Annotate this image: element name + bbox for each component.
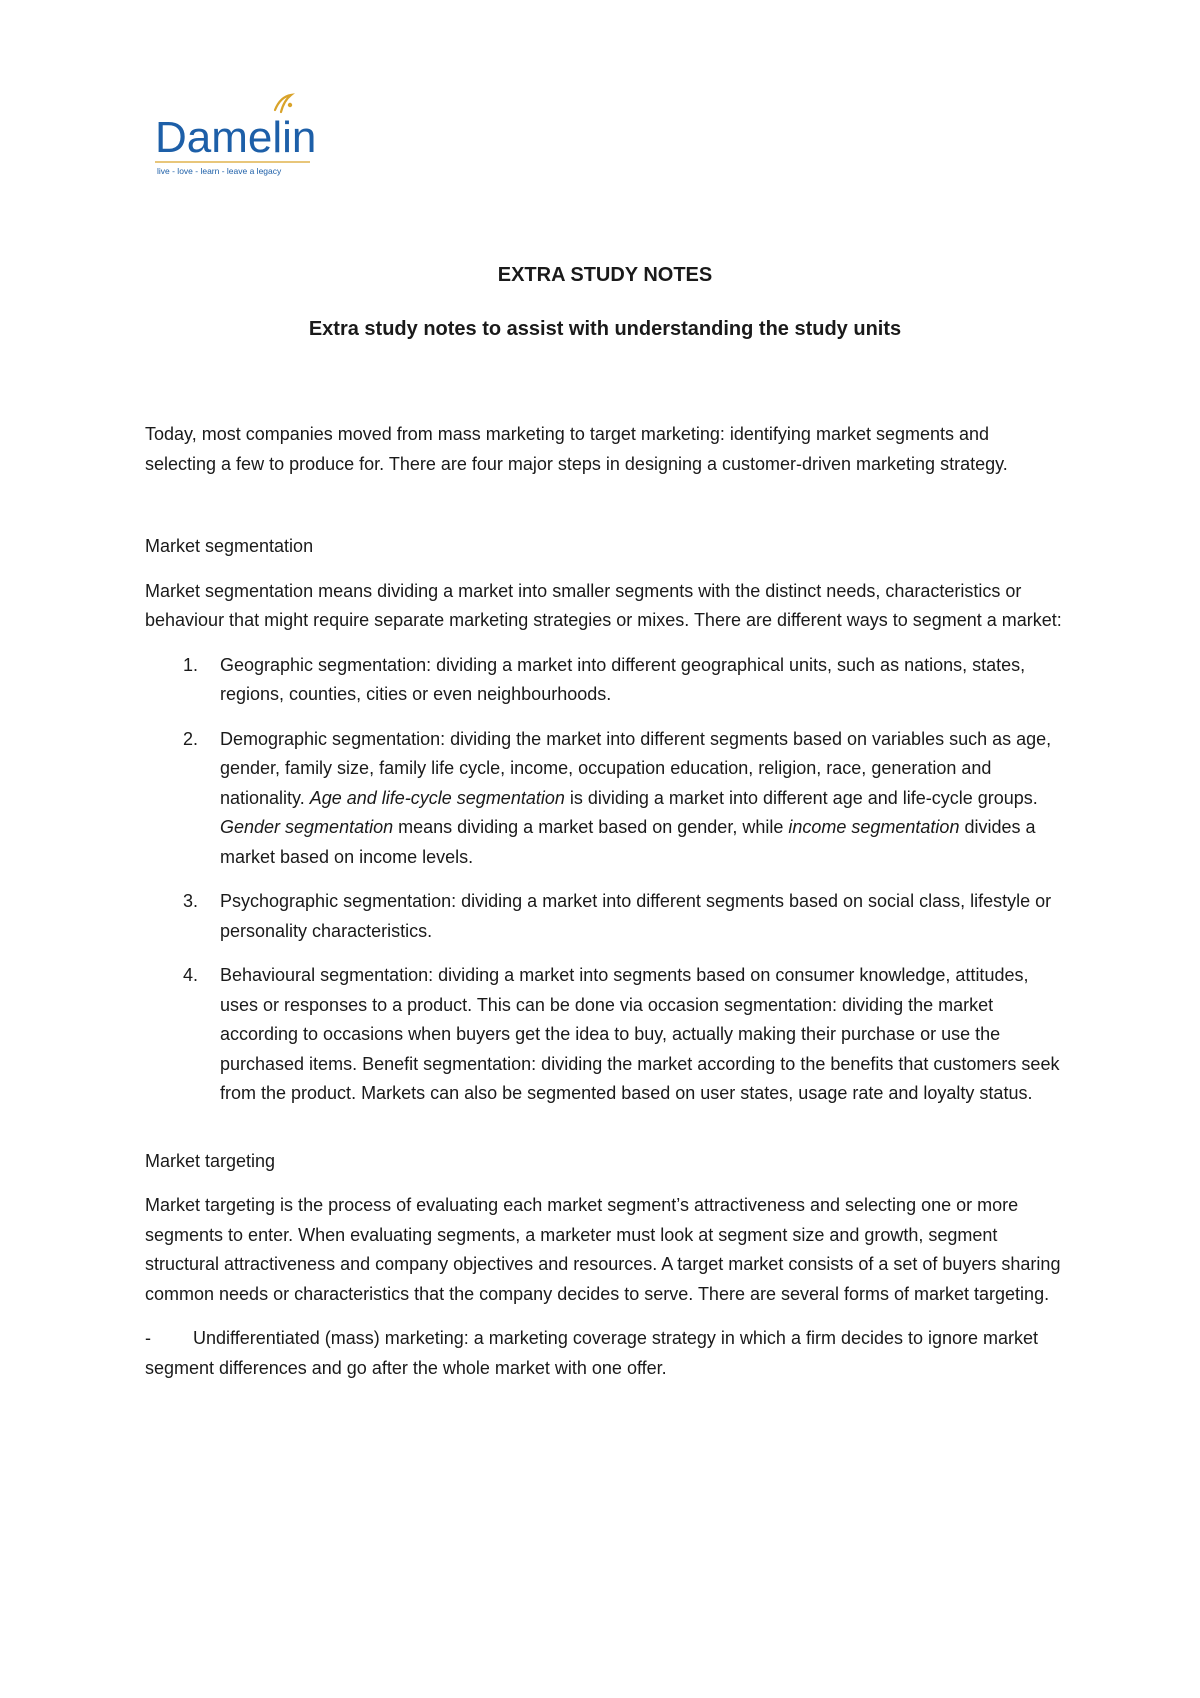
segmentation-list: [145, 651, 1065, 1109]
segmentation-heading: Market segmentation: [145, 536, 314, 556]
list-item: [145, 725, 1065, 873]
list-item-text: divides a market based on income levels.: [220, 817, 1036, 867]
list-item-text: Geographic segmentation: dividing a market into different geographical units, such as nations, states, regions, counties, cities or even neighbourhoods.: [220, 654, 1026, 704]
list-item-text: Psychographic segmentation: dividing a market into different segments based on social class, lifestyle or personality characteristics.: [220, 891, 1052, 941]
bullet-text: Undifferentiated (mass) marketing: a marketing coverage strategy in which a firm decides to ignore market segment differences and go after the whole market with one offer.: [145, 1328, 1039, 1378]
list-item: [145, 961, 1065, 1109]
logo-wordmark: Damelin: [155, 113, 317, 162]
segmentation-paragraph: Market segmentation means dividing a market into smaller segments with the distinct needs, characteristics or behaviour that might require separate marketing strategies or mixes. There are different ways to segment a market:: [145, 580, 1062, 630]
document-subtitle: Extra study notes to assist with understanding the study units: [308, 318, 902, 340]
list-item-text: is dividing a market into different age and life-cycle groups.: [564, 787, 1038, 808]
intro-paragraph: Today, most companies moved from mass marketing to target marketing: identifying market segments and selecting a few to produce for. There are four major steps in designing a customer-driven marketing strategy.: [145, 424, 1008, 474]
document-title: EXTRA STUDY NOTES: [497, 264, 713, 286]
damelin-logo-graphic: [155, 92, 355, 192]
list-item-number: 4.: [183, 965, 199, 985]
list-item-number: 1.: [183, 654, 199, 675]
list-item-text: means dividing a market based on gender, while: [393, 817, 789, 837]
list-item-emphasis: Age and life-cycle segmentation: [309, 787, 565, 808]
targeting-paragraph: Market targeting is the process of evaluating each market segment’s attractiveness and selecting one or more segments to enter. When evaluating segments, a marketer must look at segment size and growth, segment structural attractiveness and company objectives and resources. A target market consists of a set of buyers sharing common needs or characteristics that the company decides to serve. There are several forms of market targeting.: [145, 1195, 1061, 1304]
list-item-number: 2.: [183, 728, 199, 749]
list-item: [145, 887, 1065, 946]
targeting-heading: Market targeting: [145, 1150, 276, 1171]
damelin-logo: [155, 92, 355, 192]
list-item: [145, 651, 1065, 710]
list-item-emphasis: Gender segmentation: [220, 817, 394, 837]
list-item-text: Behavioural segmentation: dividing a market into segments based on consumer knowledge, attitudes, uses or responses to a product. This can be done via occasion segmentation: dividing the market according to occasions when buyers get the idea to buy, actually making their purchase or use the purchased items. Benefit segmentation: dividing the market according to the benefits that customers seek from the product. Markets can also be segmented based on user states, usage rate and loyalty status.: [220, 965, 1060, 1103]
targeting-bullet: [145, 1324, 1065, 1383]
list-item-text: Demographic segmentation: dividing the market into different segments based on variables such as age, gender, family size, family life cycle, income, occupation education, religion, race, generation and nationality.: [220, 728, 1052, 808]
list-item-emphasis: income segmentation: [788, 817, 960, 837]
list-item-number: 3.: [183, 891, 199, 911]
logo-tagline: live - love - learn - leave a legacy: [157, 166, 282, 176]
bullet-dash: -: [145, 1328, 151, 1348]
document-body: [145, 260, 1065, 1383]
